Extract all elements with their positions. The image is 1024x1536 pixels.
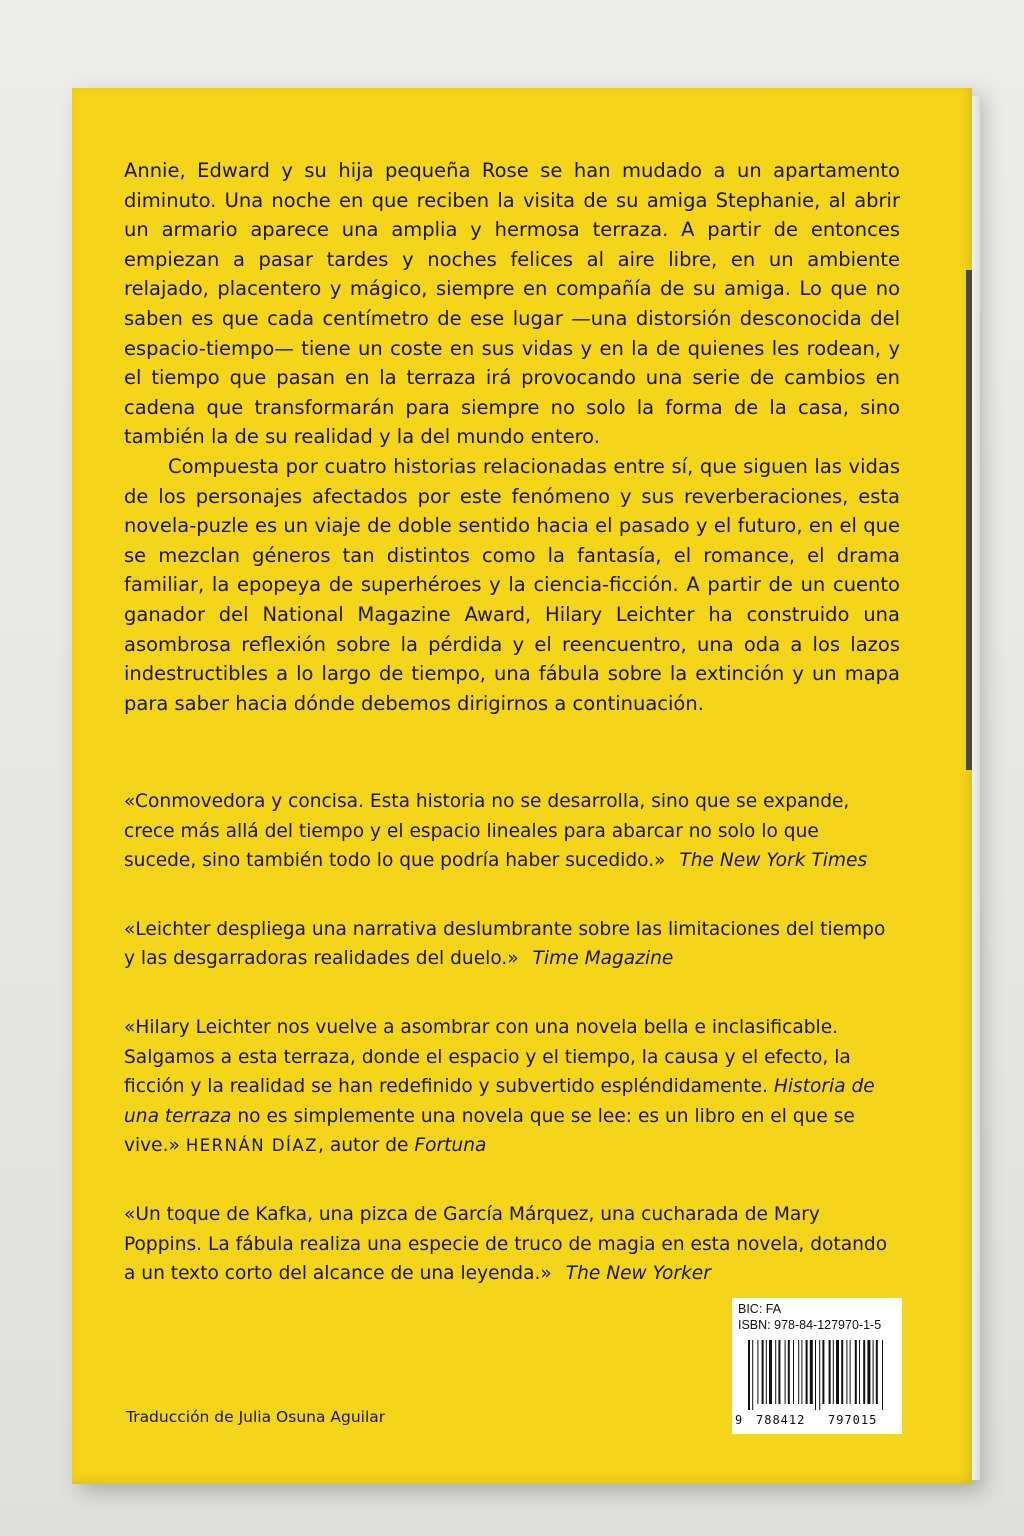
quote-text: «Hilary Leichter nos vuelve a asombrar con una novela bella e inclasificable. Salgamos a esta terraza, donde el espacio y el tiempo, la causa y el efecto, la ficción y la realidad se han redefinido y subvertido espléndidamente. <box>124 1016 851 1098</box>
barcode-bar <box>822 1340 824 1404</box>
quote-text: «Conmovedora y concisa. Esta historia no se desarrolla, sino que se expande, crece más allá del tiempo y el espacio lineales para abarcar no solo lo que sucede, sino también todo lo que podría haber sucedido.» <box>124 791 850 872</box>
barcode-bar <box>846 1340 847 1404</box>
press-quotes <box>124 787 896 1328</box>
spine-edge <box>966 270 972 770</box>
barcode-bar <box>769 1340 772 1404</box>
barcode-label <box>732 1298 902 1434</box>
barcode-bar <box>798 1340 799 1404</box>
barcode-bar <box>748 1340 750 1410</box>
barcode-bar <box>793 1340 794 1404</box>
barcode-image <box>736 1340 898 1410</box>
quote-text: «Leichter despliega una narrativa deslumbrante sobre las limitaciones del tiempo y las desgarradoras realidades del duelo.» <box>124 918 886 970</box>
page-edges <box>972 96 980 1480</box>
barcode-bar <box>867 1340 870 1404</box>
barcode-bar <box>836 1340 839 1404</box>
barcode-bar <box>859 1340 860 1404</box>
quote-time <box>124 915 896 974</box>
quote-source: The New Yorker <box>565 1263 711 1285</box>
barcode-bar <box>829 1340 831 1404</box>
isbn-number: ISBN: 978-84-127970-1-5 <box>738 1318 882 1332</box>
quote-nyt <box>124 787 896 876</box>
synopsis-paragraph-1: Annie, Edward y su hija pequeña Rose se han mudado a un apartamento diminuto. Una noche en que reciben la visita de su amiga Stephanie, al abrir un armario aparece una amplia y hermosa terraza. A partir de entonces empiezan a pasar tardes y noches felices al aire libre, en un ambiente relajado, placentero y mágico, siempre en compañía de su amiga. Lo que no saben es que cada centímetro de ese lugar —una distorsión desconocida del espacio-tiempo— tiene un coste en sus vidas y en la de quienes les rodean, y el tiempo que pasan en la terraza irá provocando una serie de cambios en cadena que transformarán para siempre no solo la forma de la casa, sino también la de su realidad y la del mundo entero. <box>124 159 900 449</box>
barcode-bar <box>757 1340 758 1404</box>
barcode-bar <box>801 1340 802 1404</box>
barcode-bar <box>810 1340 813 1404</box>
barcode-bar <box>882 1340 883 1410</box>
barcode-bar <box>785 1340 786 1404</box>
quote-source: Time Magazine <box>532 948 674 970</box>
barcode-bar <box>850 1340 851 1404</box>
quote-text-continued: no es simplemente una novela que se lee: es un libro en el que se vive.» <box>124 1105 855 1157</box>
barcode-bar <box>775 1340 776 1404</box>
quote-author-book: Fortuna <box>414 1135 487 1157</box>
quote-book-title: Historia de una terraza <box>124 1076 875 1127</box>
quote-author-name: HERNÁN DÍAZ <box>185 1136 319 1156</box>
barcode-bar <box>833 1340 834 1404</box>
quote-source: The New York Times <box>679 850 868 872</box>
barcode-bar <box>806 1340 808 1404</box>
barcode-bar <box>788 1340 790 1404</box>
synopsis-paragraph-2: Compuesta por cuatro historias relacionadas entre sí, que siguen las vidas de los personajes afectados por este fenómeno y sus reverberaciones, esta novela-puzle es un viaje de doble sentido hacia el pasado y el futuro, en el que se mezclan géneros tan distintos como la fantasía, el romance, el drama familiar, la epopeya de superhéroes y la ciencia-ficción. A partir de un cuento ganador del National Magazine Award, Hilary Leichter ha construido una asombrosa reflexión sobre la pérdida y el reencuentro, una oda a los lazos indestructibles a lo largo de tiempo, una fábula sobre la extinción y un mapa para saber hacia dónde debemos dirigirnos a continuación. <box>124 454 900 715</box>
barcode-bar <box>819 1340 820 1410</box>
barcode-bar <box>778 1340 780 1404</box>
barcode-bar <box>752 1340 753 1410</box>
barcode-bar <box>766 1340 767 1404</box>
bic-code: BIC: FA <box>738 1302 782 1316</box>
barcode-bar <box>863 1340 865 1404</box>
quote-hernan-diaz <box>124 1013 896 1161</box>
quote-author-suffix: , autor de <box>318 1135 409 1157</box>
barcode-bar <box>841 1340 843 1404</box>
barcode-digits-right: 797015 <box>828 1413 878 1427</box>
barcode-bar <box>873 1340 874 1404</box>
barcode-bar <box>855 1340 857 1404</box>
barcode-digits-left: 788412 <box>756 1413 806 1427</box>
translation-credit: Traducción de Julia Osuna Aguilar <box>126 1408 386 1426</box>
quote-new-yorker <box>124 1200 896 1289</box>
barcode-bar <box>876 1340 878 1404</box>
synopsis <box>124 156 900 718</box>
barcode-bar <box>815 1340 816 1410</box>
barcode-bar <box>762 1340 764 1404</box>
barcode-digit-first: 9 <box>735 1413 744 1427</box>
quote-text: «Un toque de Kafka, una pizca de García Márquez, una cucharada de Mary Poppins. La fábula realiza una especie de truco de magia en esta novela, dotando a un texto corto del alcance de una leyenda.» <box>124 1203 888 1285</box>
